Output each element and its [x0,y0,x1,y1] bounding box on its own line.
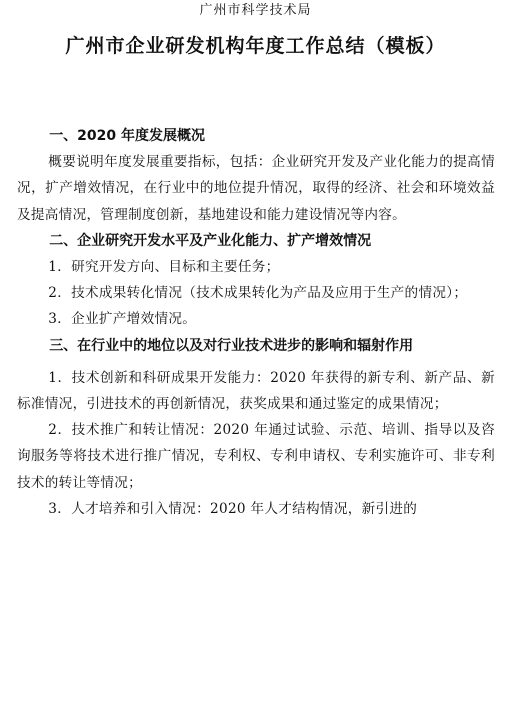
section-overview [17,123,495,228]
section-heading: 一、2020 年度发展概况 [49,128,206,144]
section-rd-capability [17,228,495,333]
document-title: 广州市企业研发机构年度工作总结（模板） [65,35,446,57]
body-paragraph: 2．技术成果转化情况（技术成果转化为产品及应用于生产的情况）； [48,285,468,302]
section-heading: 二、企业研究开发水平及产业化能力、扩产增效情况 [49,232,372,249]
body-paragraph: 1．研究开发方向、目标和主要任务； [48,259,280,276]
body-paragraph: 概要说明年度发展重要指标，包括：企业研究开发及产业化能力的提高情况，扩产增效情况，在行业中的地位提升情况，取得的经济、社会和环境效益及提高情况，管理制度创新，基地建设和能力建设情况等内容。 [17,154,495,223]
document-body [17,123,495,522]
body-paragraph: 2．技术推广和转让情况：2020 年通过试验、示范、培训、指导以及咨询服务等将技术进行推广情况，专利权、专利申请权、专利实施许可、非专利技术的转让等情况； [17,422,495,491]
section-industry-position [17,333,495,522]
body-paragraph: 3．人才培养和引入情况：2020 年人才结构情况，新引进的 [48,500,418,517]
body-paragraph: 3．企业扩产增效情况。 [48,311,197,328]
page-header: 广州市科学技术局 [199,3,312,18]
body-paragraph: 1．技术创新和科研成果开发能力：2020 年获得的新专利、新产品、新标准情况，引进技术的再创新情况，获奖成果和通过鉴定的成果情况； [17,369,495,413]
section-heading: 三、在行业中的地位以及对行业技术进步的影响和辐射作用 [49,337,414,354]
